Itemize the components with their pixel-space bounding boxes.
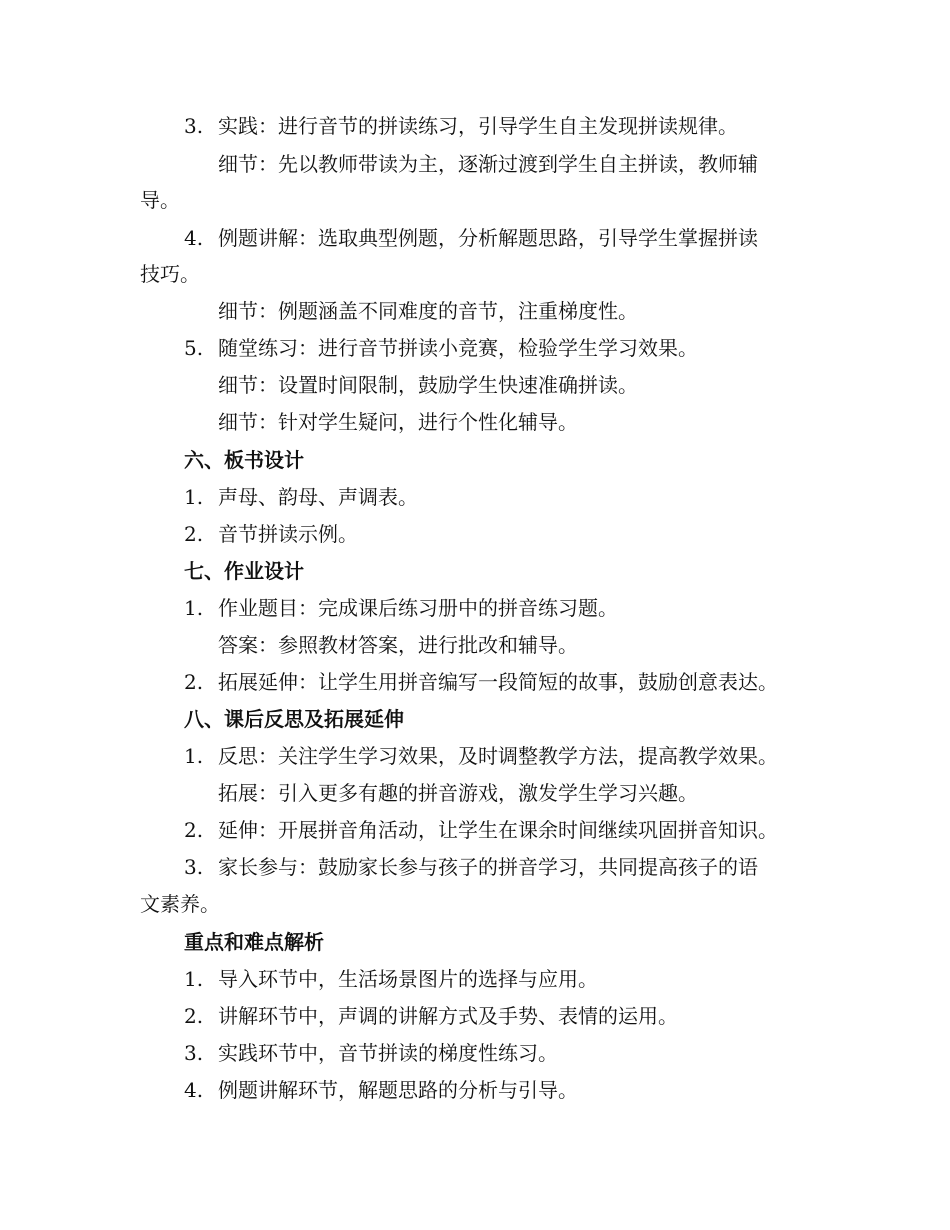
list-item xyxy=(140,1039,820,1067)
list-number: 3. xyxy=(184,114,204,138)
list-number: 4. xyxy=(184,226,204,250)
list-text: 拓展延伸：让学生用拼音编写一段简短的故事，鼓励创意表达。 xyxy=(218,670,778,694)
list-item xyxy=(140,1076,820,1104)
list-text: 导入环节中，生活场景图片的选择与应用。 xyxy=(218,967,598,991)
answer-line: 答案：参照教材答案，进行批改和辅导。 xyxy=(218,633,578,657)
list-number: 1. xyxy=(184,596,204,620)
list-item xyxy=(140,742,820,770)
detail-line: 细节：针对学生疑问，进行个性化辅导。 xyxy=(218,410,578,434)
list-item xyxy=(140,853,820,881)
list-item xyxy=(140,668,820,696)
detail-line: 细节：先以教师带读为主，逐渐过渡到学生自主拼读，教师辅 xyxy=(218,152,758,176)
list-number: 2. xyxy=(184,1004,204,1028)
section-heading: 六、板书设计 xyxy=(184,448,304,472)
list-number: 2. xyxy=(184,522,204,546)
list-text: 例题讲解环节，解题思路的分析与引导。 xyxy=(218,1078,578,1102)
list-text: 家长参与：鼓励家长参与孩子的拼音学习，共同提高孩子的语 xyxy=(218,855,758,879)
list-text: 实践环节中，音节拼读的梯度性练习。 xyxy=(218,1041,558,1065)
list-number: 4. xyxy=(184,1078,204,1102)
list-item xyxy=(140,520,820,548)
wrapped-line: 技巧。 xyxy=(140,262,200,286)
section-heading: 重点和难点解析 xyxy=(184,930,324,954)
list-text: 作业题目：完成课后练习册中的拼音练习题。 xyxy=(218,596,618,620)
list-text: 声母、韵母、声调表。 xyxy=(218,485,418,509)
list-text: 随堂练习：进行音节拼读小竞赛，检验学生学习效果。 xyxy=(218,336,698,360)
list-number: 5. xyxy=(184,336,204,360)
list-item xyxy=(140,334,820,362)
list-number: 1. xyxy=(184,967,204,991)
list-item xyxy=(140,483,820,511)
list-number: 1. xyxy=(184,485,204,509)
list-item xyxy=(140,594,820,622)
list-text: 讲解环节中，声调的讲解方式及手势、表情的运用。 xyxy=(218,1004,678,1028)
detail-line: 拓展：引入更多有趣的拼音游戏，激发学生学习兴趣。 xyxy=(218,781,698,805)
list-text: 音节拼读示例。 xyxy=(218,522,358,546)
list-number: 2. xyxy=(184,818,204,842)
list-text: 实践：进行音节的拼读练习，引导学生自主发现拼读规律。 xyxy=(218,114,738,138)
list-item xyxy=(140,112,820,140)
list-number: 3. xyxy=(184,855,204,879)
list-text: 例题讲解：选取典型例题，分析解题思路，引导学生掌握拼读 xyxy=(218,226,758,250)
detail-line: 细节：设置时间限制，鼓励学生快速准确拼读。 xyxy=(218,373,638,397)
list-item xyxy=(140,224,820,252)
list-number: 3. xyxy=(184,1041,204,1065)
section-heading: 七、作业设计 xyxy=(184,559,304,583)
list-number: 2. xyxy=(184,670,204,694)
wrapped-line: 导。 xyxy=(140,188,180,212)
list-number: 1. xyxy=(184,744,204,768)
list-text: 延伸：开展拼音角活动，让学生在课余时间继续巩固拼音知识。 xyxy=(218,818,778,842)
detail-line: 细节：例题涵盖不同难度的音节，注重梯度性。 xyxy=(218,299,638,323)
list-item xyxy=(140,965,820,993)
list-item xyxy=(140,816,820,844)
list-text: 反思：关注学生学习效果，及时调整教学方法，提高教学效果。 xyxy=(218,744,778,768)
section-heading: 八、课后反思及拓展延伸 xyxy=(184,707,404,731)
list-item xyxy=(140,1002,820,1030)
wrapped-line: 文素养。 xyxy=(140,892,220,916)
